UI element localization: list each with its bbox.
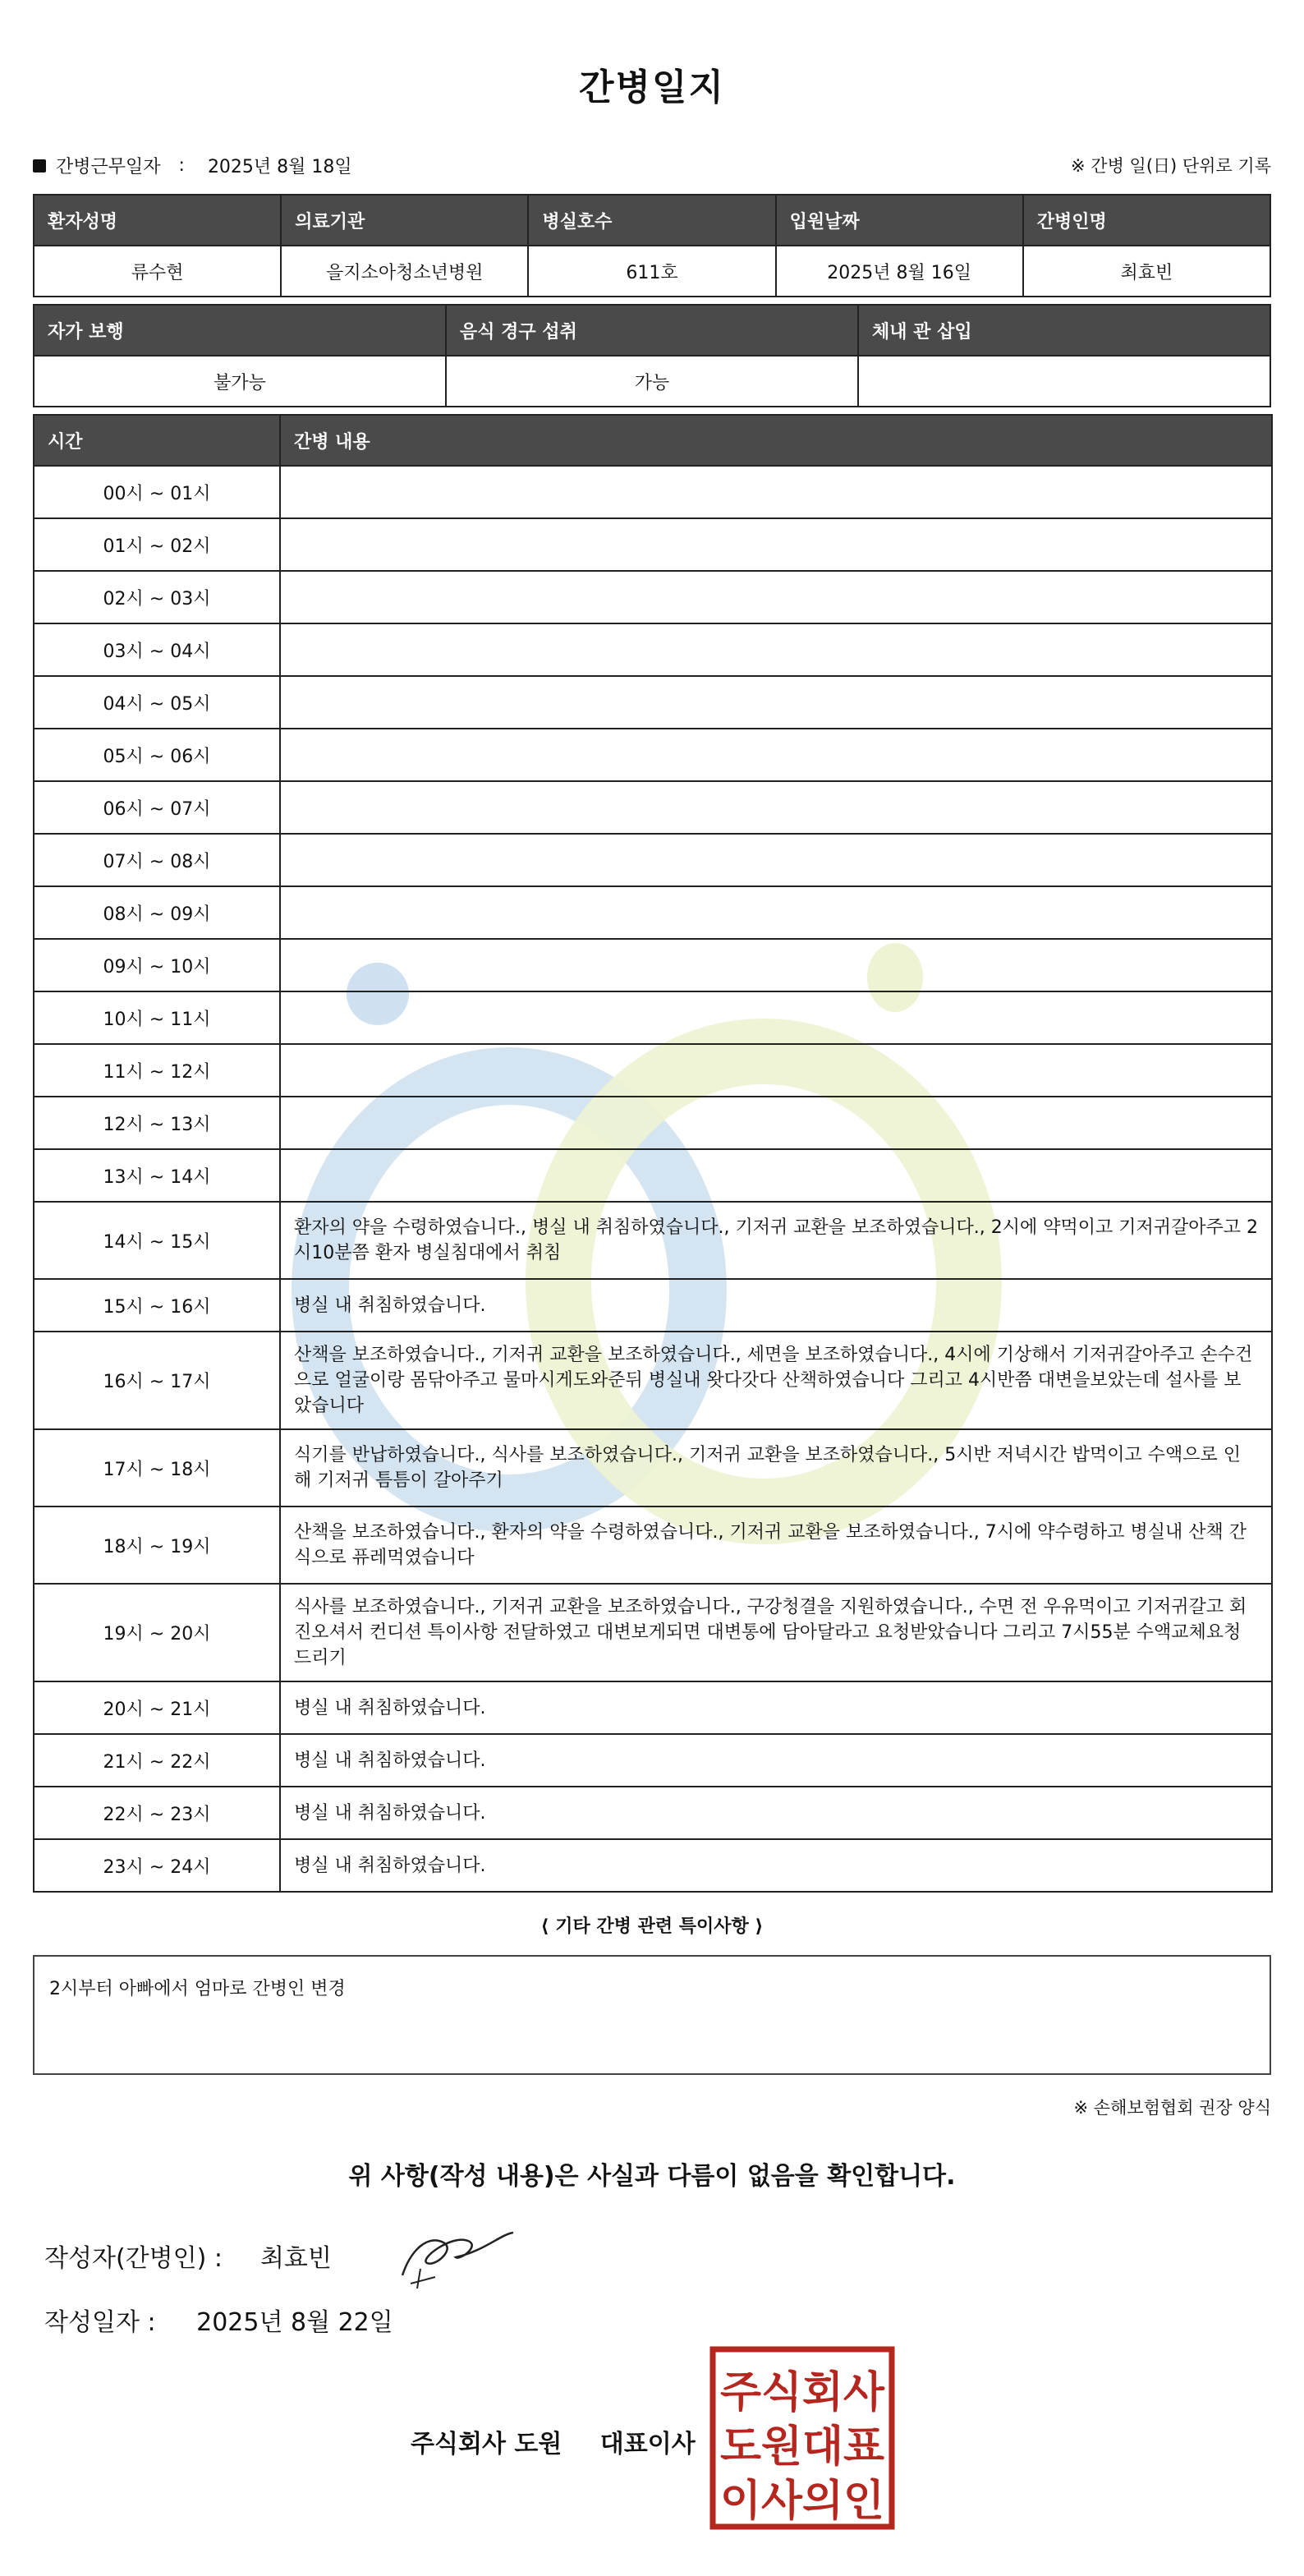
special-notes-title: ⟨ 기타 간병 관련 특이사항 ⟩	[540, 1916, 764, 1937]
log-content	[280, 571, 1272, 623]
written-date-label: 작성일자 :	[44, 2308, 156, 2337]
patient-status-table	[33, 304, 1271, 407]
patient-info-table	[33, 194, 1271, 297]
log-time: 12시 ~ 13시	[34, 1097, 280, 1149]
log-content	[280, 834, 1272, 886]
hospital-name: 을지소아청소년병원	[281, 246, 528, 297]
log-time: 23시 ~ 24시	[34, 1839, 280, 1892]
header-room: 병실호수	[528, 195, 775, 246]
square-bullet-icon	[33, 159, 46, 172]
writer-label: 작성자(간병인) :	[44, 2244, 223, 2273]
room-number: 611호	[528, 246, 775, 297]
special-notes-content: 2시부터 아빠에서 엄마로 간병인 변경	[49, 1979, 346, 1999]
confirmation-statement: 위 사항(작성 내용)은 사실과 다름이 없음을 확인합니다.	[348, 2162, 956, 2191]
work-date-row	[33, 153, 1271, 179]
signature-image	[378, 2218, 526, 2292]
care-log-table	[33, 414, 1273, 1893]
patient-name: 류수현	[34, 246, 281, 297]
writer-row	[44, 2238, 332, 2274]
log-row	[34, 1332, 1272, 1429]
log-time: 06시 ~ 07시	[34, 781, 280, 834]
log-time: 13시 ~ 14시	[34, 1149, 280, 1202]
log-row	[34, 939, 1272, 991]
log-row	[34, 676, 1272, 729]
log-row	[34, 571, 1272, 623]
log-content: 식사를 보조하였습니다., 기저귀 교환을 보조하였습니다., 구강청결을 지원하였습니다., 수면 전 우유먹이고 기저귀갈고 회진오셔서 컨디션 특이사항 전달하였고 대변보게되면 대변통에 담아달라고 요청받았습니다 그리고 7시55분 수액교체요청드리기	[280, 1584, 1272, 1681]
log-time: 21시 ~ 22시	[34, 1734, 280, 1787]
header-patient-name: 환자성명	[34, 195, 281, 246]
log-time: 20시 ~ 21시	[34, 1681, 280, 1734]
log-row	[34, 1734, 1272, 1787]
log-row	[34, 1787, 1272, 1839]
log-row	[34, 1149, 1272, 1202]
log-row	[34, 729, 1272, 781]
seal-text-line: 도원대표	[720, 2422, 884, 2472]
log-time: 04시 ~ 05시	[34, 676, 280, 729]
log-row	[34, 886, 1272, 939]
log-content	[280, 1149, 1272, 1202]
log-content	[280, 781, 1272, 834]
log-time: 14시 ~ 15시	[34, 1202, 280, 1279]
log-row	[34, 623, 1272, 676]
written-date-row	[44, 2302, 393, 2338]
header-caregiver-name: 간병인명	[1023, 195, 1270, 246]
company-row	[411, 2423, 696, 2459]
caregiver-name: 최효빈	[1023, 246, 1270, 297]
log-row	[34, 1584, 1272, 1681]
log-time: 03시 ~ 04시	[34, 623, 280, 676]
log-content: 병실 내 취침하였습니다.	[280, 1279, 1272, 1332]
log-content	[280, 676, 1272, 729]
work-date-value: 2025년 8월 18일	[207, 157, 352, 177]
writer-name: 최효빈	[259, 2244, 332, 2273]
log-content	[280, 939, 1272, 991]
log-row	[34, 1429, 1272, 1506]
log-row	[34, 1506, 1272, 1584]
header-hospital: 의료기관	[281, 195, 528, 246]
log-content	[280, 466, 1272, 518]
log-row	[34, 1097, 1272, 1149]
tube-insertion-value	[858, 356, 1270, 407]
company-title: 대표이사	[599, 2430, 696, 2459]
seal-text-line: 이사의인	[720, 2477, 884, 2526]
log-row	[34, 991, 1272, 1044]
header-oral-intake: 음식 경구 섭취	[446, 305, 858, 356]
log-time: 02시 ~ 03시	[34, 571, 280, 623]
company-seal-stamp	[709, 2346, 895, 2530]
log-content	[280, 1044, 1272, 1097]
log-time: 22시 ~ 23시	[34, 1787, 280, 1839]
header-admission-date: 입원날짜	[776, 195, 1023, 246]
log-time: 07시 ~ 08시	[34, 834, 280, 886]
log-content: 병실 내 취침하였습니다.	[280, 1787, 1272, 1839]
seal-text-line: 주식회사	[720, 2368, 885, 2417]
form-note: ※ 손해보험협회 권장 양식	[1073, 2098, 1271, 2118]
log-row	[34, 518, 1272, 571]
log-content: 환자의 약을 수령하였습니다., 병실 내 취침하였습니다., 기저귀 교환을 보조하였습니다., 2시에 약먹이고 기저귀갈아주고 2시10분쯤 환자 병실침대에서 취침	[280, 1202, 1272, 1279]
log-row	[34, 1202, 1272, 1279]
log-row	[34, 1839, 1272, 1892]
log-row	[34, 1279, 1272, 1332]
log-time: 05시 ~ 06시	[34, 729, 280, 781]
log-time: 17시 ~ 18시	[34, 1429, 280, 1506]
log-time: 11시 ~ 12시	[34, 1044, 280, 1097]
log-content: 병실 내 취침하였습니다.	[280, 1839, 1272, 1892]
admission-date: 2025년 8월 16일	[776, 246, 1023, 297]
log-row	[34, 834, 1272, 886]
log-time: 08시 ~ 09시	[34, 886, 280, 939]
unit-note: ※ 간병 일(日) 단위로 기록	[1071, 156, 1271, 176]
document-title: 간병일지	[578, 67, 725, 108]
log-time: 01시 ~ 02시	[34, 518, 280, 571]
log-time: 09시 ~ 10시	[34, 939, 280, 991]
log-content: 식기를 반납하였습니다., 식사를 보조하였습니다., 기저귀 교환을 보조하였습니다., 5시반 저녁시간 밥먹이고 수액으로 인해 기저귀 틈틈이 갈아주기	[280, 1429, 1272, 1506]
written-date-value: 2025년 8월 22일	[196, 2308, 393, 2337]
log-content: 병실 내 취침하였습니다.	[280, 1734, 1272, 1787]
self-walking-value: 불가능	[34, 356, 446, 407]
work-date-colon: :	[178, 155, 185, 176]
log-content: 산책을 보조하였습니다., 기저귀 교환을 보조하였습니다., 세면을 보조하였습니다., 4시에 기상해서 기저귀갈아주고 손수건으로 얼굴이랑 몸닦아주고 물마시게도와준뒤 병실내 왓다갓다 산책하였습니다 그리고 4시반쯤 대변을보았는데 설사를 보았습니다	[280, 1332, 1272, 1429]
header-time: 시간	[34, 415, 280, 466]
log-content	[280, 991, 1272, 1044]
log-content	[280, 518, 1272, 571]
log-row	[34, 1681, 1272, 1734]
log-content	[280, 886, 1272, 939]
log-content	[280, 1097, 1272, 1149]
log-row	[34, 781, 1272, 834]
log-time: 10시 ~ 11시	[34, 991, 280, 1044]
oral-intake-value: 가능	[446, 356, 858, 407]
log-row	[34, 466, 1272, 518]
log-time: 19시 ~ 20시	[34, 1584, 280, 1681]
header-self-walking: 자가 보행	[34, 305, 446, 356]
log-time: 18시 ~ 19시	[34, 1506, 280, 1584]
log-time: 16시 ~ 17시	[34, 1332, 280, 1429]
header-care-content: 간병 내용	[280, 415, 1272, 466]
log-time: 00시 ~ 01시	[34, 466, 280, 518]
log-time: 15시 ~ 16시	[34, 1279, 280, 1332]
company-name: 주식회사 도원	[411, 2430, 562, 2459]
log-content: 산책을 보조하였습니다., 환자의 약을 수령하였습니다., 기저귀 교환을 보조하였습니다., 7시에 약수령하고 병실내 산책 간식으로 퓨레먹였습니다	[280, 1506, 1272, 1584]
special-notes-box	[33, 1955, 1271, 2075]
log-row	[34, 1044, 1272, 1097]
log-content	[280, 729, 1272, 781]
log-content: 병실 내 취침하였습니다.	[280, 1681, 1272, 1734]
header-tube-insertion: 체내 관 삽입	[858, 305, 1270, 356]
work-date-label: 간병근무일자	[56, 157, 161, 177]
log-content	[280, 623, 1272, 676]
